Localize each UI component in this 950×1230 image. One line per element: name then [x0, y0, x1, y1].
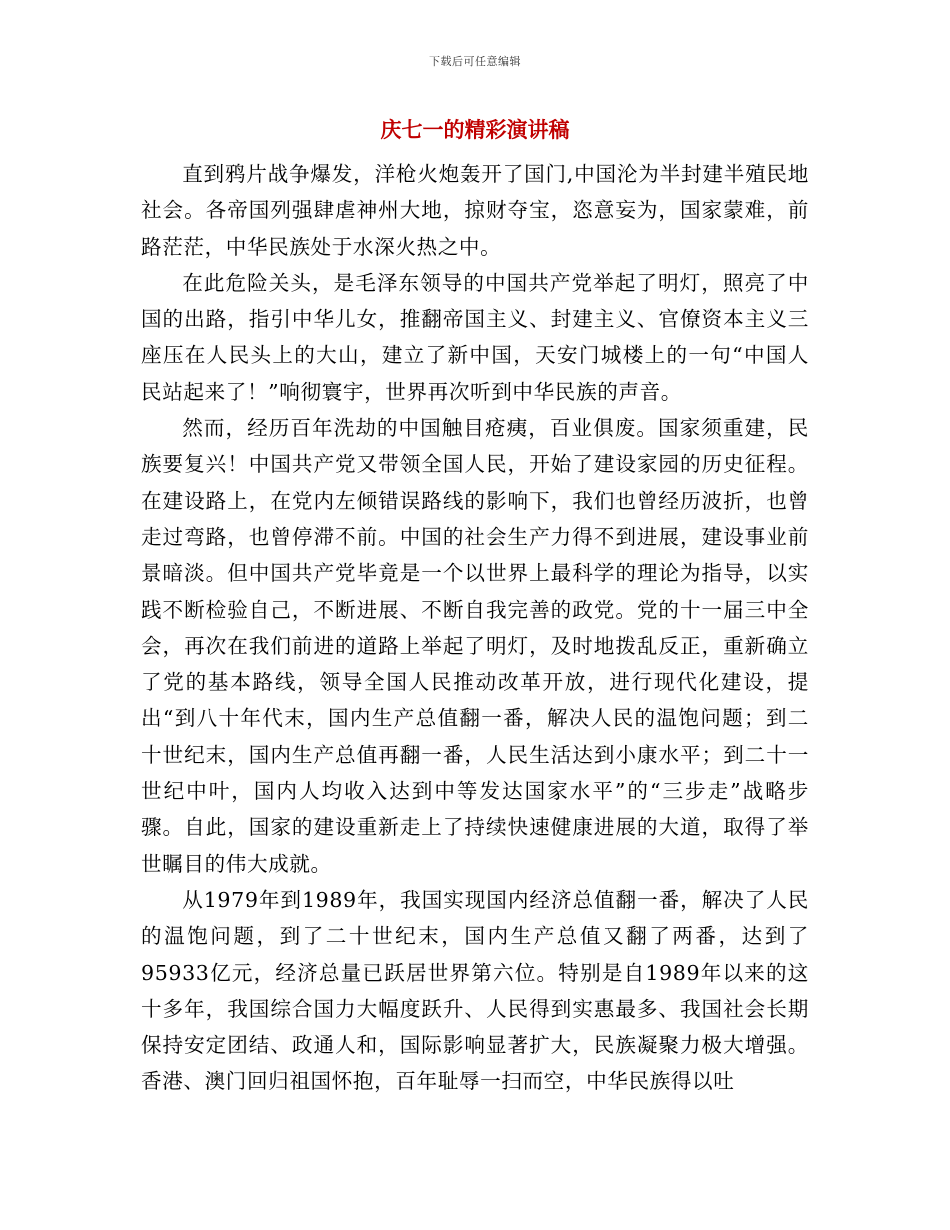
- paragraph: 在此危险关头，是毛泽东领导的中国共产党举起了明灯，照亮了中国的出路，指引中华儿女，推翻帝国主义、封建主义、官僚资本主义三座压在人民头上的大山，建立了新中国，天安门城楼上的一句“中国人民站起来了！”响彻寰宇，世界再次听到中华民族的声音。: [141, 270, 809, 404]
- paragraph: 从1979年到1989年，我国实现国内经济总值翻一番，解决了人民的温饱问题，到了二十世纪末，国内生产总值又翻了两番，达到了95933亿元，经济总量已跃居世界第六位。特别是自1989年以来的这十多年，我国综合国力大幅度跃升、人民得到实惠最多、我国社会长期保持安定团结、政通人和，国际影响显著扩大，民族凝聚力极大增强。香港、澳门回归祖国怀抱，百年耻辱一扫而空，中华民族得以吐: [141, 887, 809, 1094]
- document-title: 庆七一的精彩演讲稿: [380, 117, 570, 142]
- paragraph: 直到鸦片战争爆发，洋枪火炮轰开了国门,中国沦为半封建半殖民地社会。各帝国列强肆虐神州大地，掠财夺宝，恣意妄为，国家蒙难，前路茫茫，中华民族处于水深火热之中。: [141, 162, 809, 259]
- paragraph: 然而，经历百年洗劫的中国触目疮痍，百业俱废。国家须重建，民族要复兴！中国共产党又带领全国人民，开始了建设家园的历史征程。在建设路上，在党内左倾错误路线的影响下，我们也曾经历波折，也曾走过弯路，也曾停滞不前。中国的社会生产力得不到进展，建设事业前景暗淡。但中国共产党毕竟是一个以世界上最科学的理论为指导，以实践不断检验自己，不断进展、不断自我完善的政党。党的十一届三中全会，再次在我们前进的道路上举起了明灯，及时地拨乱反正，重新确立了党的基本路线，领导全国人民推动改革开放，进行现代化建设，提出“到八十年代末，国内生产总值翻一番，解决人民的温饱问题；到二十世纪末，国内生产总值再翻一番，人民生活达到小康水平；到二十一世纪中叶，国内人均收入达到中等发达国家水平”的“三步走”战略步骤。自此，国家的建设重新走上了持续快速健康进展的大道，取得了举世瞩目的伟大成就。: [141, 416, 809, 876]
- document-body: [141, 156, 809, 1100]
- page-header-note: 下载后可任意编辑: [429, 55, 521, 68]
